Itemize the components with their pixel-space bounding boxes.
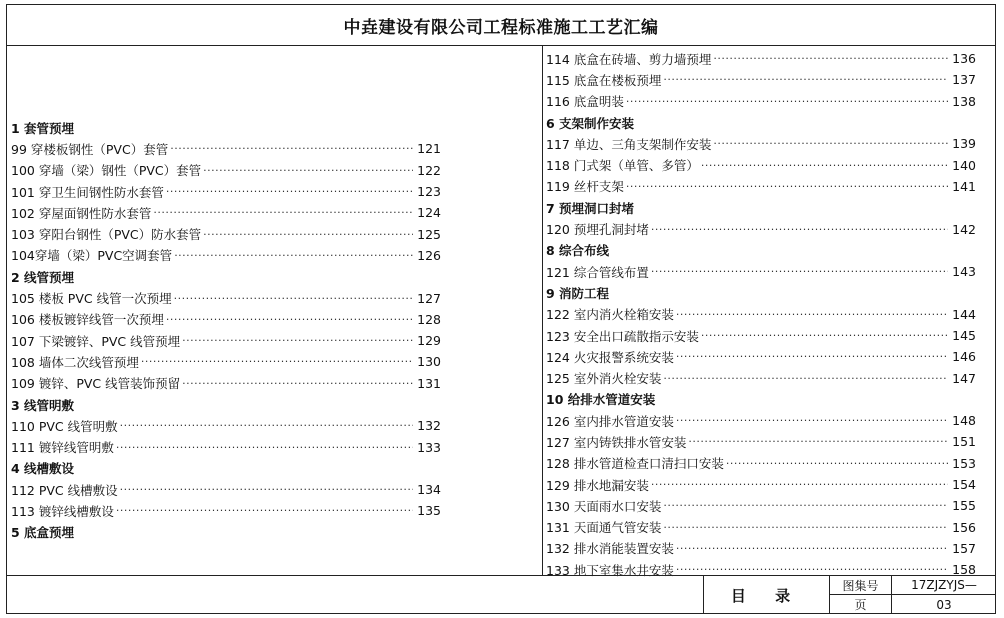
toc-entry (11, 309, 441, 330)
leader-dots (141, 355, 413, 368)
section-title: 5 底盒预埋 (11, 525, 75, 541)
leader-dots (663, 372, 948, 385)
entry-title: 132 排水消能装置安装 (546, 541, 674, 557)
entry-page-number: 142 (952, 221, 976, 237)
atlas-number-value: 17ZJZYJS— (892, 576, 996, 595)
entry-title: 105 楼板 PVC 线管一次预埋 (11, 291, 172, 307)
toc-section-heading (546, 240, 976, 261)
entry-page-number: 123 (417, 184, 441, 200)
entry-title: 119 丝杆支架 (546, 179, 624, 195)
entry-page-number: 151 (952, 434, 976, 450)
entry-page-number: 141 (952, 178, 976, 194)
entry-page-number: 146 (952, 349, 976, 365)
leader-dots (174, 249, 413, 262)
leader-dots (120, 419, 413, 432)
entry-page-number: 155 (952, 498, 976, 514)
entry-title: 101 穿卫生间钢性防水套管 (11, 184, 164, 200)
leader-dots (166, 313, 413, 326)
leader-dots (676, 350, 948, 363)
entry-title: 124 火灾报警系统安装 (546, 349, 674, 365)
section-title: 3 线管明敷 (11, 397, 75, 413)
toc-entry (546, 133, 976, 154)
atlas-number-label: 图集号 (830, 576, 892, 595)
entry-page-number: 133 (417, 439, 441, 455)
entry-page-number: 122 (417, 162, 441, 178)
toc-entry (546, 367, 976, 388)
entry-title: 129 排水地漏安装 (546, 477, 649, 493)
toc-section-heading (11, 522, 441, 543)
leader-dots (120, 483, 413, 496)
entry-title: 127 室内铸铁排水管安装 (546, 434, 687, 450)
entry-title: 133 地下室集水井安装 (546, 562, 674, 578)
entry-title: 114 底盒在砖墙、剪力墙预埋 (546, 51, 712, 67)
toc-entry (11, 373, 441, 394)
entry-title: 122 室内消火栓箱安装 (546, 307, 674, 323)
toc-entry (546, 346, 976, 367)
leader-dots (116, 504, 413, 517)
drawing-frame (6, 4, 996, 614)
entry-title: 126 室内排水管道安装 (546, 413, 674, 429)
page-number-value: 03 (936, 597, 952, 612)
toc-entry (11, 160, 441, 181)
entry-title: 99 穿楼板钢性（PVC）套管 (11, 141, 169, 157)
section-title: 1 套管预埋 (11, 120, 75, 136)
entry-page-number: 139 (952, 136, 976, 152)
toc-section-heading (11, 394, 441, 415)
entry-title: 100 穿墙（梁）钢性（PVC）套管 (11, 163, 202, 179)
leader-dots (676, 414, 948, 427)
leader-dots (701, 159, 948, 172)
entry-title: 108 墙体二次线管预埋 (11, 354, 139, 370)
entry-page-number: 130 (417, 354, 441, 370)
leader-dots (676, 308, 948, 321)
toc-entry (11, 287, 441, 308)
entry-page-number: 144 (952, 306, 976, 322)
leader-dots (688, 435, 948, 448)
entry-page-number: 127 (417, 290, 441, 306)
entry-title: 128 排水管道检查口清扫口安装 (546, 456, 724, 472)
toc-entry (546, 91, 976, 112)
toc-entry (11, 479, 441, 500)
entry-title: 118 门式架（单管、多管） (546, 158, 699, 174)
leader-dots (116, 441, 413, 454)
entry-title: 109 镀锌、PVC 线管装饰预留 (11, 376, 181, 392)
toc-entry (546, 48, 976, 69)
toc-entry (546, 495, 976, 516)
section-title: 8 综合布线 (546, 243, 610, 259)
section-title: 10 给排水管道安装 (546, 392, 656, 408)
entry-title: 103 穿阳台钢性（PVC）防水套管 (11, 227, 202, 243)
toc-entry (546, 453, 976, 474)
entry-page-number: 147 (952, 370, 976, 386)
entry-page-number: 158 (952, 562, 976, 578)
entry-page-number: 131 (417, 375, 441, 391)
toc-entry (546, 69, 976, 90)
entry-title: 110 PVC 线管明敷 (11, 418, 118, 434)
toc-entry (546, 218, 976, 239)
toc-entry (11, 223, 441, 244)
toc-entry (11, 202, 441, 223)
leader-dots (663, 73, 948, 86)
toc-entry (546, 261, 976, 282)
toc-section-heading (546, 197, 976, 218)
entry-page-number: 156 (952, 519, 976, 535)
entry-page-number: 135 (417, 503, 441, 519)
leader-dots (153, 206, 413, 219)
leader-dots (651, 265, 948, 278)
toc-section-heading (546, 282, 976, 303)
toc-entry (11, 415, 441, 436)
leader-dots (182, 334, 413, 347)
section-title: 2 线管预埋 (11, 269, 75, 285)
toc-entry (546, 304, 976, 325)
title-block-grid (829, 576, 995, 614)
toc-entry (11, 181, 441, 202)
entry-title: 131 天面通气管安装 (546, 520, 662, 536)
leader-dots (203, 164, 413, 177)
leader-dots (726, 457, 948, 470)
entry-title: 125 室外消火栓安装 (546, 371, 662, 387)
toc-right-column (546, 48, 976, 580)
leader-dots (663, 499, 948, 512)
column-divider (542, 45, 543, 575)
leader-dots (203, 228, 413, 241)
entry-title: 121 综合管线布置 (546, 264, 649, 280)
toc-entry (546, 431, 976, 452)
entry-page-number: 128 (417, 311, 441, 327)
entry-page-number: 136 (952, 51, 976, 67)
leader-dots (174, 292, 413, 305)
entry-page-number: 138 (952, 93, 976, 109)
toc-section-heading (11, 266, 441, 287)
entry-title: 116 底盒明装 (546, 94, 624, 110)
toc-entry (546, 154, 976, 175)
toc-left-column (11, 117, 441, 543)
entry-title: 120 预埋孔洞封堵 (546, 222, 649, 238)
toc-section-heading (11, 458, 441, 479)
toc-entry (546, 176, 976, 197)
toc-entry (546, 325, 976, 346)
leader-dots (676, 542, 948, 555)
leader-dots (663, 521, 948, 534)
toc-entry (546, 410, 976, 431)
leader-dots (701, 329, 948, 342)
entry-page-number: 132 (417, 418, 441, 434)
section-title: 7 预埋洞口封堵 (546, 200, 635, 216)
toc-section-heading (546, 389, 976, 410)
title-block (7, 575, 995, 614)
entry-title: 130 天面雨水口安装 (546, 498, 662, 514)
leader-dots (626, 95, 948, 108)
toc-entry (11, 330, 441, 351)
leader-dots (713, 137, 948, 150)
entry-page-number: 125 (417, 226, 441, 242)
toc-entry (11, 245, 441, 266)
entry-title: 106 楼板镀锌线管一次预埋 (11, 312, 164, 328)
entry-page-number: 148 (952, 413, 976, 429)
entry-page-number: 145 (952, 328, 976, 343)
entry-title: 104穿墙（梁）PVC空调套管 (11, 248, 173, 264)
leader-dots (182, 377, 413, 390)
toc-entry (11, 138, 441, 159)
leader-dots (626, 180, 948, 193)
toc-entry (11, 500, 441, 521)
entry-page-number: 124 (417, 205, 441, 221)
toc-entry (546, 474, 976, 495)
entry-title: 107 下梁镀锌、PVC 线管预埋 (11, 333, 181, 349)
leader-dots (651, 223, 948, 236)
entry-title: 113 镀锌线槽敷设 (11, 503, 114, 519)
entry-page-number: 154 (952, 477, 976, 493)
toc-section-heading (546, 112, 976, 133)
toc-entry (11, 351, 441, 372)
entry-page-number: 134 (417, 482, 441, 498)
toc-entry (546, 538, 976, 559)
entry-page-number: 126 (417, 247, 441, 263)
title-block-name: 目 录 (703, 576, 829, 614)
entry-page-number: 129 (417, 333, 441, 349)
page-title: 中垚建设有限公司工程标准施工工艺汇编 (7, 5, 995, 46)
toc-entry (11, 436, 441, 457)
section-title: 9 消防工程 (546, 285, 610, 301)
toc-section-heading (11, 117, 441, 138)
entry-page-number: 140 (952, 157, 976, 173)
entry-title: 112 PVC 线槽敷设 (11, 482, 118, 498)
section-title: 6 支架制作安装 (546, 115, 635, 131)
entry-title: 117 单边、三角支架制作安装 (546, 136, 712, 152)
toc-entry (546, 517, 976, 538)
section-title: 4 线槽敷设 (11, 461, 75, 477)
entry-page-number: 137 (952, 72, 976, 88)
entry-page-number: 143 (952, 264, 976, 280)
entry-title: 111 镀锌线管明敷 (11, 440, 114, 456)
entry-title: 115 底盒在楼板预埋 (546, 72, 662, 88)
entry-page-number: 157 (952, 540, 976, 556)
page-label: 页 (830, 595, 892, 614)
entry-title: 123 安全出口疏散指示安装 (546, 328, 699, 344)
leader-dots (651, 478, 948, 491)
leader-dots (170, 142, 413, 155)
leader-dots (713, 52, 948, 65)
entry-page-number: 153 (952, 455, 976, 471)
entry-title: 102 穿屋面钢性防水套管 (11, 205, 152, 221)
entry-page-number: 121 (417, 141, 441, 157)
leader-dots (166, 185, 413, 198)
